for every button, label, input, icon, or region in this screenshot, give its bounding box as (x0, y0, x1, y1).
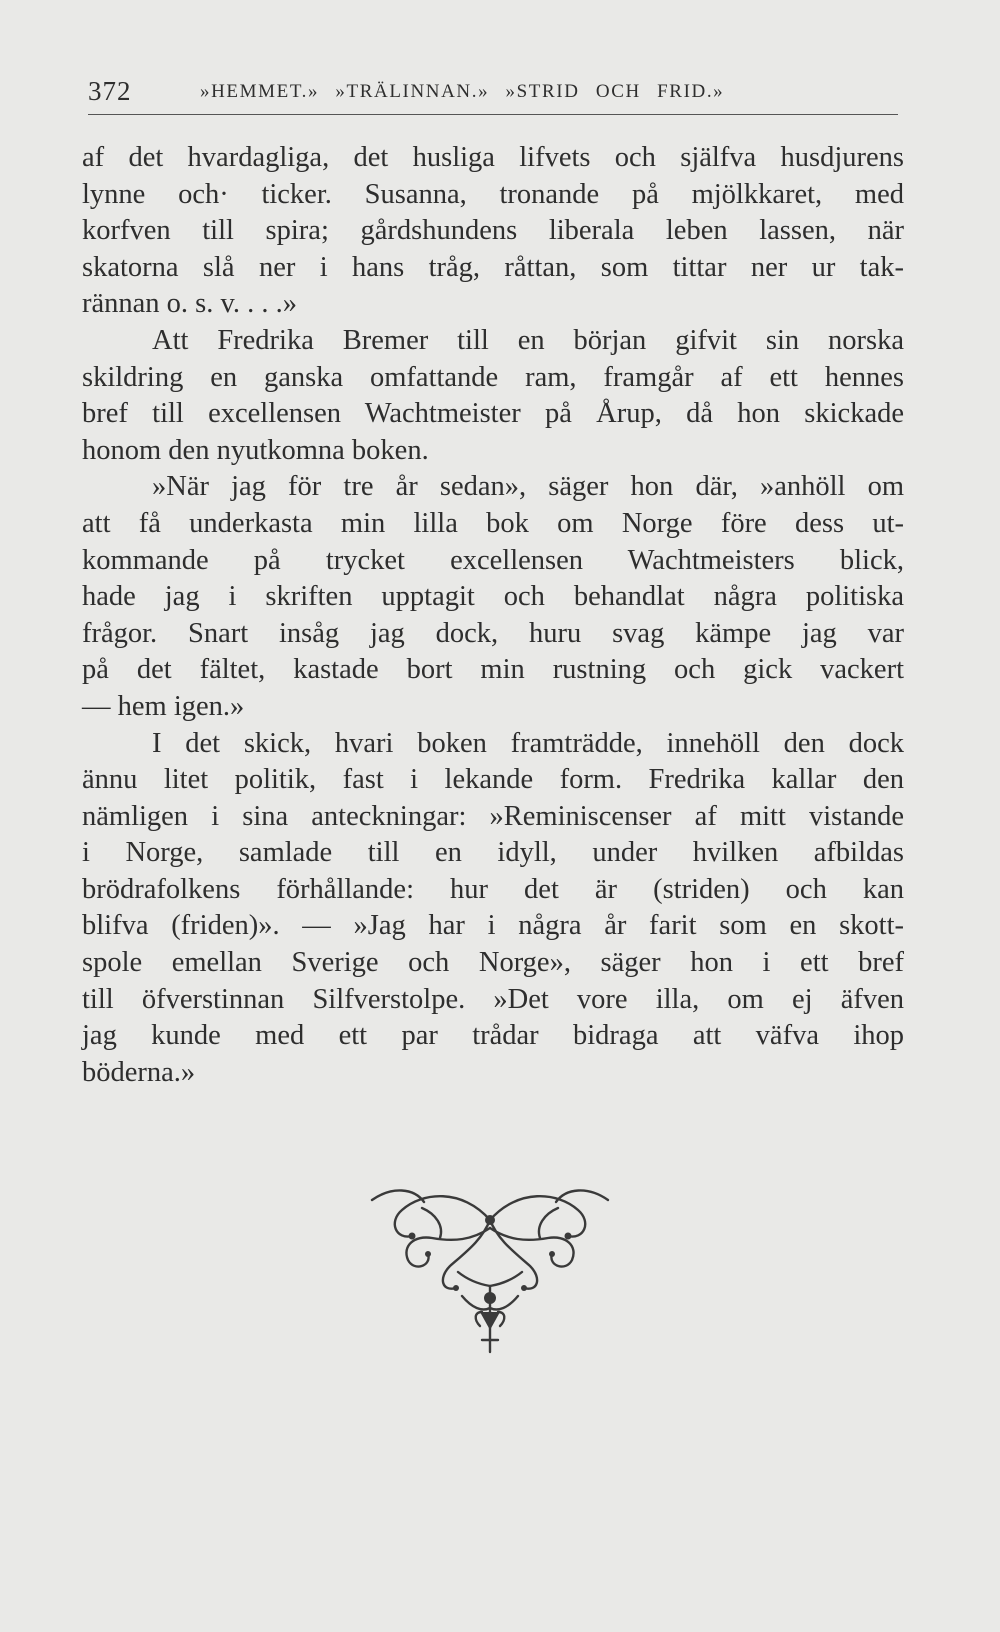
running-title: »HEMMET.» »TRÄLINNAN.» »STRID OCH FRID.» (200, 81, 725, 102)
text-line: jag kunde med ett par trådar bidraga att väfva ihop (82, 1020, 904, 1052)
text-line: att få underkasta min lilla bok om Norge före dess ut- (82, 507, 904, 539)
text-line: I det skick, hvari boken framträdde, innehöll den dock (152, 727, 904, 759)
text-line: lynne och· ticker. Susanna, tronande på mjölkkaret, med (82, 178, 904, 210)
text-line: i Norge, samlade till en idyll, under hvilken afbildas (82, 837, 904, 869)
text-line: ännu litet politik, fast i lekande form. Fredrika kallar den (82, 764, 904, 796)
text-line: spole emellan Sverige och Norge», säger hon i ett bref (82, 947, 904, 979)
text-line: Att Fredrika Bremer till en början gifvit sin norska (152, 324, 904, 356)
text-line: honom den nyutkomna boken. (82, 434, 429, 466)
text-line: frågor. Snart insåg jag dock, huru svag kämpe jag var (82, 617, 904, 649)
text-line: brödrafolkens förhållande: hur det är (striden) och kan (82, 873, 904, 905)
text-line: hade jag i skriften upptagit och behandlat några politiska (82, 581, 904, 613)
body-text (82, 140, 904, 1091)
text-line: »När jag för tre år sedan», säger hon där, »anhöll om (152, 471, 904, 503)
text-line: på det fältet, kastade bort min rustning och gick vackert (82, 654, 904, 686)
text-line: skildring en ganska omfattande ram, framgår af ett hennes (82, 361, 904, 393)
text-line: skatorna slå ner i hans tråg, råttan, som tittar ner ur tak- (82, 251, 904, 283)
text-line: nämligen i sina anteckningar: »Reminiscenser af mitt vistande (82, 800, 904, 832)
floral-ornament-icon (362, 1180, 618, 1356)
text-line: rännan o. s. v. . . .» (82, 288, 298, 320)
text-line: — hem igen.» (82, 690, 245, 722)
text-line: bref till excellensen Wachtmeister på Årup, då hon skickade (82, 398, 904, 430)
text-line: blifva (friden)». — »Jag har i några år farit som en skott- (82, 910, 904, 942)
page-number: 372 (88, 76, 132, 106)
text-line: kommande på trycket excellensen Wachtmeisters blick, (82, 544, 904, 576)
page-header (88, 70, 898, 115)
text-line: af det hvardagliga, det husliga lifvets och själfva husdjurens (82, 142, 904, 173)
text-line: korfven till spira; gårdshundens liberala leben lassen, när (82, 215, 904, 247)
text-line: böderna.» (82, 1056, 196, 1088)
text-line: till öfverstinnan Silfverstolpe. »Det vore illa, om ej äfven (82, 983, 904, 1015)
